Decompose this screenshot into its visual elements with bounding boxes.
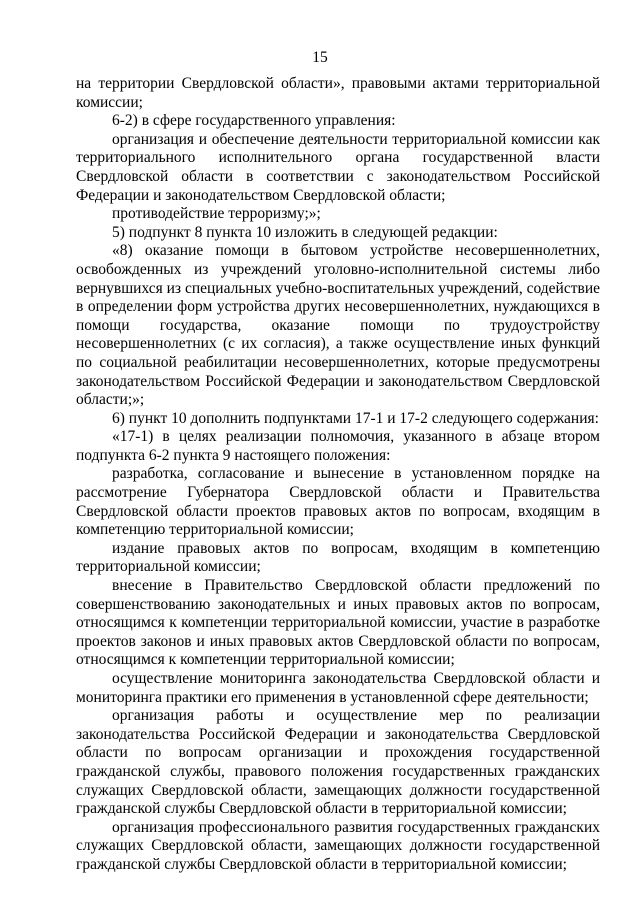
paragraph: организация и обеспечение деятельности территориальной комиссии как территориального исполнительного органа государственной власти Свердловской области в соответствии с законодательством Российской Федерации и законодательством Свердловской области; xyxy=(76,130,600,204)
paragraph: «17-1) в целях реализации полномочия, указанного в абзаце втором подпункта 6-2 пункта 9 настоящего положения: xyxy=(76,428,600,464)
paragraph: 6-2) в сфере государственного управления: xyxy=(112,112,396,130)
paragraph: внесение в Правительство Свердловской области предложений по совершенствованию законодательных и иных правовых актов по вопросам, относящимся к компетенции территориальной комиссии, участие в разработке проектов законов и иных правовых актов Свердловской области по вопросам, относящимся к компетенции территориальной комиссии; xyxy=(76,577,600,669)
paragraph: 5) подпункт 8 пункта 10 изложить в следующей редакции: xyxy=(112,223,498,241)
paragraph: организация работы и осуществление мер по реализации законодательства Российской Федерации и законодательства Свердловской области по вопросам организации и прохождения государственной гражданской службы, правового положения государственных гражданских служащих Свердловской области, замещающих должности государственной гражданской службы Свердловской области в территориальной комиссии; xyxy=(76,707,600,818)
paragraph: осуществление мониторинга законодательства Свердловской области и мониторинга практики его применения в установленной сфере деятельности; xyxy=(76,670,600,706)
paragraph: издание правовых актов по вопросам, входящим в компетенцию территориальной комиссии; xyxy=(76,539,600,576)
paragraph: противодействие терроризму;»; xyxy=(112,205,321,223)
document-body xyxy=(76,75,600,875)
paragraph: разработка, согласование и вынесение в установленном порядке на рассмотрение Губернатора Свердловской области и Правительства Свердловской области проектов правовых актов по вопросам, входящим в компетенцию территориальной комиссии; xyxy=(76,465,600,539)
paragraph: организация профессионального развития государственных гражданских служащих Свердловской области, замещающих должности государственной гражданской службы Свердловской области в территориальной комиссии; xyxy=(76,818,600,873)
paragraph: на территории Свердловской области», правовыми актами территориальной комиссии; xyxy=(76,75,600,111)
paragraph: 6) пункт 10 дополнить подпунктами 17-1 и 17-2 следующего содержания: xyxy=(112,409,599,427)
paragraph: «8) оказание помощи в бытовом устройстве несовершеннолетних, освобожденных из учреждений уголовно-исполнительной системы либо вернувшихся из специальных учебно-воспитательных учреждений, содействие в определении форм устройства других несовершеннолетних, нуждающихся в помощи государства, оказание помощи по трудоустройству несовершеннолетних (с их согласия), а также осуществление иных функций по социальной реабилитации несовершеннолетних, которые предусмотрены законодательством Российской Федерации и законодательством Свердловской области;»; xyxy=(76,242,600,409)
page-number: 15 xyxy=(312,49,328,66)
